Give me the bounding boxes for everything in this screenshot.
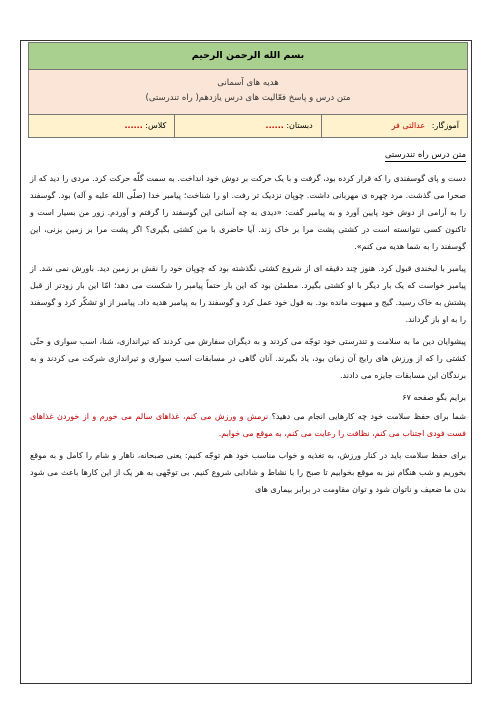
paragraph-2: پیامبر با لبخندی قبول کرد. هنوز چند دقیقه ای از شروع کشتی نگذشته بود که چوپان خود را نقش بر زمین دید. باورش نمی شد. از پیامبر خواست که یک بار دیگر با او کشتی بگیرد. مطمئن بود که این بار حتماً پیامبر را شکست می دهد؛ امّا این بار زودتر از قبل پشتش به خاک رسید. گیج و مبهوت مانده بود. به قول خود عمل کرد و گوسفند را به پیامبر هدیه داد. پیامبر از او تشکّر کرد و گوسفند را به او باز گرداند. [30, 264, 466, 324]
teacher-label: آموزگار: [431, 121, 459, 130]
question-text: شما برای حفظ سلامت خود چه کارهایی انجام می دهید؟ [271, 412, 466, 421]
school-dots: ...... [265, 121, 284, 130]
subtitle: هدیه های آسمانی [217, 78, 279, 88]
class-cell [29, 115, 174, 137]
lesson-content [30, 170, 466, 503]
info-row [29, 115, 467, 137]
teacher-cell [321, 115, 467, 137]
lesson-title: متن درس و پاسخ فعّالیت های درس یازدهم( راه تندرستی) [145, 93, 351, 103]
bismillah-title: بسم الله الرحمن الرحیم [29, 43, 467, 70]
teacher-name: عدالتی فر [391, 121, 426, 130]
question-paragraph [30, 408, 466, 442]
section-title: متن درس راه تندرستی [384, 150, 466, 160]
question-label: برایم بگو صفحه ۶۷ [402, 393, 466, 402]
paragraph-1: دست و پای گوسفندی را که قرار کرده بود، گرفت و با یک حرکت بر دوش خود انداخت. به سمت گلّه حرکت کرد. مردی را دید که از صحرا می گذشت. مرد چهره ی مهربانی داشت. چوپان نزدیک تر رفت. او را شناخت؛ پیامبر خدا (صلّی الله علیه و آله) بود. گوسفند را به آرامی از دوش خود پایین آورد و به پیامبر گفت: «دیدی به چه آسانی این گوسفند را گرفتم و آوردم. زور من بسیار است و تاکنون کسی نتوانسته است در کشتی پشت مرا بر خاک زند. آیا حاضری با من کشتی بگیری؟ اگر پشت مرا بر زمین بزنی، این گوسفند را به شما هدیه می کنم». [30, 174, 466, 251]
question-answer: نرمش و ورزش می کنم، غذاهای سالم می خورم و از خوردن غذاهای فست فودی اجتناب می کنم، نظافت را رعایت می کنم، به موقع می خوابم. [30, 412, 466, 438]
lesson-info [29, 70, 467, 115]
paragraph-3: پیشوایان دین ما به سلامت و تندرستی خود توجّه می کردند و به دیگران سفارش می کردند که تیراندازی، شنا، اسب سواری و حتّی کشتی را که از ورزش های رایج آن زمان بود، یاد بگیرند. آنان گاهی در مسابقات اسب سواری و تیراندازی شرکت می کردند و به برندگان این مسابقات جایزه می دادند. [30, 337, 466, 380]
class-label: کلاس: [145, 121, 167, 130]
paragraph-4: برای حفظ سلامت باید در کنار ورزش، به تغذیه و خواب مناسب خود هم توجّه کنیم: یعنی صبحانه، ناهار و شام را کامل و به موقع بخوریم و شب هنگام نیز به موقع بخوابیم تا صبح را با نشاط و شادابی شروع کنیم. بی توجّهی به هر یک از این کارها باعث می شود بدن ما ضعیف و ناتوان شود و توان مقاومت در برابر بیماری های [30, 451, 466, 494]
school-label: دبستان: [286, 121, 313, 130]
class-dots: ...... [124, 121, 143, 130]
header-table [28, 42, 468, 138]
school-cell [174, 115, 320, 137]
